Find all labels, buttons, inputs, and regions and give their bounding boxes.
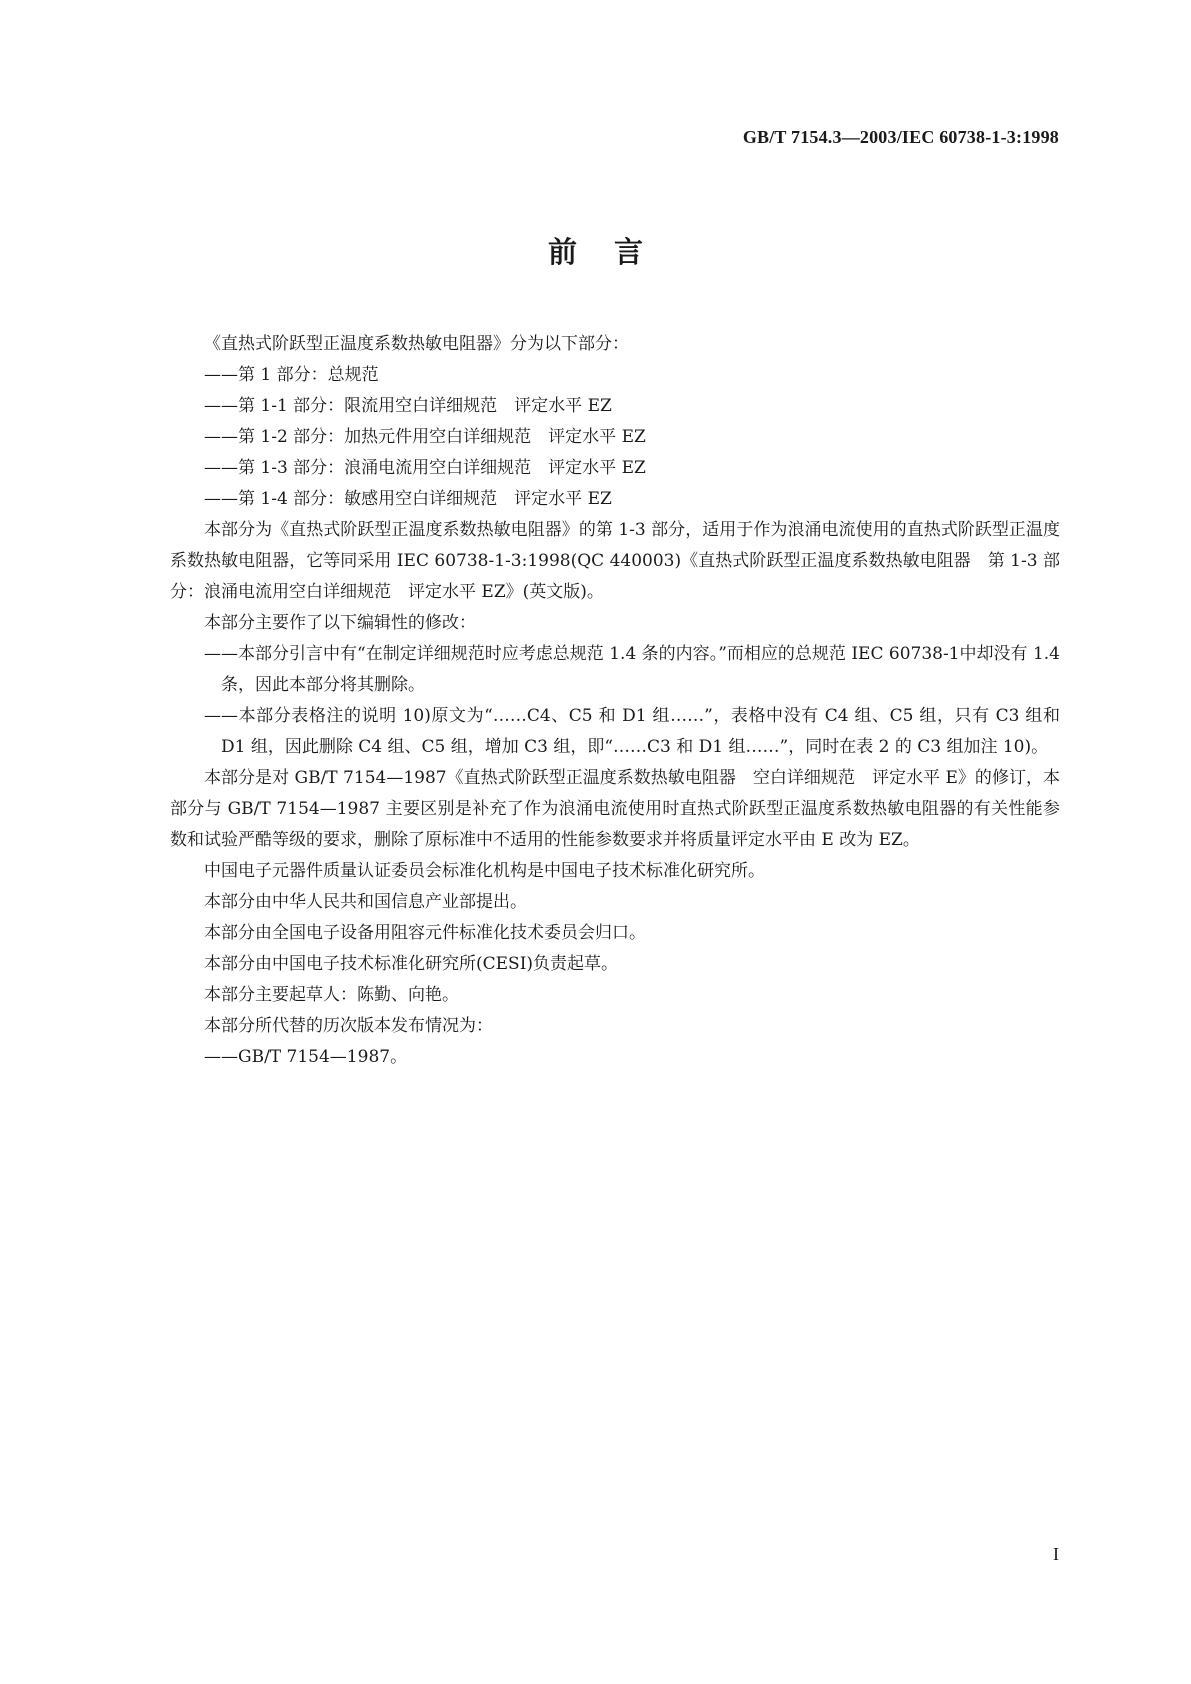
list-item-part-1: ——第 1 部分：总规范 [204,365,379,385]
paragraph-centralized-by: 本部分由全国电子设备用阻容元件标准化技术委员会归口。 [204,923,646,943]
list-item-part-1-4: ——第 1-4 部分：敏感用空白详细规范 评定水平 EZ [204,489,612,509]
page-number: I [1053,1544,1059,1564]
paragraph-certification: 中国电子元器件质量认证委员会标准化机构是中国电子技术标准化研究所。 [204,861,765,881]
list-item-edit-2: ——本部分表格注的说明 10)原文为“……C4、C5 和 D1 组……”，表格中没有 C4 组、C5 组，只有 C3 组和 D1 组，因此删除 C4 组、C5 组，增加 C3 组，即“……C3 和 D1 组……”，同时在表 2 的 C3 组加注 10)。 [204,706,1060,757]
paragraph-scope: 本部分为《直热式阶跃型正温度系数热敏电阻器》的第 1-3 部分，适用于作为浪涌电流使用的直热式阶跃型正温度系数热敏电阻器，它等同采用 IEC 60738-1-3:1998(QC 440003)《直热式阶跃型正温度系数热敏电阻器 第 1-3 部分：浪涌电流用空白详细规范 评定水平 EZ》(英文版)。 [170,520,1060,602]
list-item-part-1-3: ——第 1-3 部分：浪涌电流用空白详细规范 评定水平 EZ [204,458,646,478]
list-item-edit-1: ——本部分引言中有“在制定详细规范时应考虑总规范 1.4 条的内容。”而相应的总规范 IEC 60738-1中却没有 1.4 条，因此本部分将其删除。 [204,644,1060,695]
paragraph-edits-intro: 本部分主要作了以下编辑性的修改： [204,613,476,633]
page-title: 前言 [547,235,680,269]
paragraph-drafters: 本部分主要起草人：陈勤、向艳。 [204,985,459,1005]
list-item-part-1-1: ——第 1-1 部分：限流用空白详细规范 评定水平 EZ [204,396,612,416]
list-item-part-1-2: ——第 1-2 部分：加热元件用空白详细规范 评定水平 EZ [204,427,646,447]
standard-code: GB/T 7154.3—2003/IEC 60738-1-3:1998 [742,127,1059,147]
paragraph-drafted-by: 本部分由中国电子技术标准化研究所(CESI)负责起草。 [204,954,619,974]
document-body [170,329,1060,1073]
list-item-previous-version: ——GB/T 7154—1987。 [204,1047,408,1067]
paragraph-revision: 本部分是对 GB/T 7154—1987《直热式阶跃型正温度系数热敏电阻器 空白详细规范 评定水平 E》的修订，本部分与 GB/T 7154—1987 主要区别是补充了作为浪涌电流使用时直热式阶跃型正温度系数热敏电阻器的有关性能参数和试验严酷等级的要求，删除了原标准中不适用的性能参数要求并将质量评定水平由 E 改为 EZ。 [170,768,1060,850]
paragraph-previous-versions: 本部分所代替的历次版本发布情况为： [204,1016,493,1036]
paragraph-intro: 《直热式阶跃型正温度系数热敏电阻器》分为以下部分： [204,334,629,354]
paragraph-proposed-by: 本部分由中华人民共和国信息产业部提出。 [204,892,527,912]
